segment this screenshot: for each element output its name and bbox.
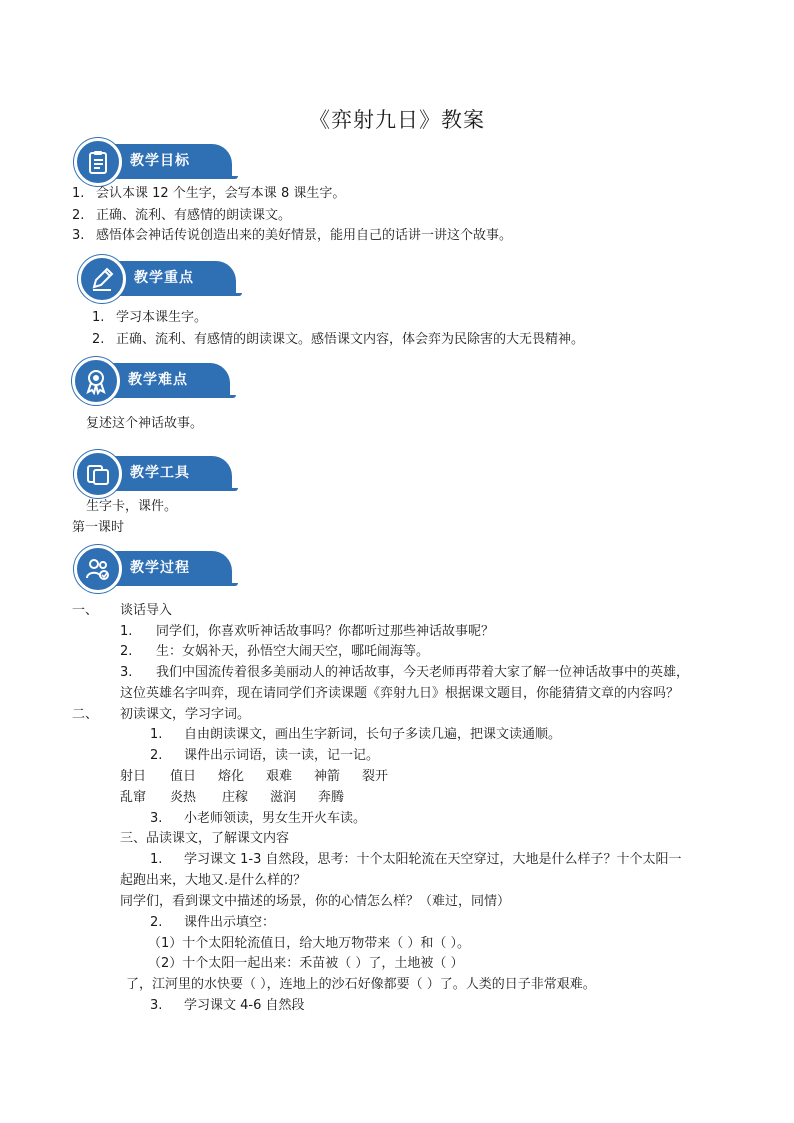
people-icon	[74, 545, 122, 593]
paragraph-continuation: 起跑出来，大地又.是什么样的？	[120, 873, 307, 888]
list-item: 2. 生：女娲补天，孙悟空大闹天空，哪吒闹海等。	[120, 644, 430, 659]
word: 奔腾	[318, 790, 345, 805]
section-badge-goals	[74, 138, 254, 178]
section-badge-key	[78, 255, 258, 295]
list-item: 3. 小老师领读，男女生开火车读。	[150, 811, 367, 826]
difficulty-text: 复述这个神话故事。	[86, 416, 204, 431]
clipboard-icon	[74, 138, 122, 186]
list-item: 2. 正确、流利、有感情的朗读课文。	[72, 208, 292, 223]
list-item: 3. 我们中国流传着很多美丽动人的神话故事，今天老师再带着大家了解一位神话故事中的英雄，	[120, 665, 690, 680]
list-item: 1. 自由朗读课文，画出生字新词，长句子多读几遍，把课文读通顺。	[150, 727, 562, 742]
pencil-icon	[78, 255, 126, 303]
tools-text: 生字卡，课件。	[86, 499, 178, 514]
list-item: 1. 会认本课 12 个生字，会写本课 8 课生字。	[72, 186, 346, 201]
section-label-difficulty: 教学难点	[128, 372, 188, 388]
word: 裂开	[362, 769, 389, 784]
list-item: 1. 学习本课生字。	[92, 310, 208, 325]
word-row	[120, 765, 410, 784]
section-label-goals: 教学目标	[130, 153, 190, 169]
list-item: 2. 课件出示词语，读一读，记一记。	[150, 748, 380, 763]
cards-icon	[74, 450, 122, 498]
fill-blank-line: （2）十个太阳一起出来：禾苗被（ ）了，土地被（ ）	[148, 956, 464, 971]
fill-blank-line: 了，江河里的水快要（ ），连地上的沙石好像都要（ ）了。人类的日子非常艰难。	[126, 977, 596, 992]
word: 艰难	[266, 769, 293, 784]
word-row	[120, 786, 366, 805]
word: 滋润	[270, 790, 297, 805]
list-item: 2. 课件出示填空：	[150, 915, 276, 930]
medal-icon	[72, 357, 120, 405]
page-title: 《弈射九日》教案	[309, 108, 485, 132]
fill-blank-line: （1）十个太阳轮流值日，给大地万物带来（ ）和（ ）。	[148, 936, 471, 951]
section-heading: 三、品读课文，了解课文内容	[120, 831, 290, 846]
list-item: 3. 学习课文 4-6 自然段	[150, 998, 305, 1013]
list-item: 1. 学习课文 1-3 自然段，思考：十个太阳轮流在天空穿过，大地是什么样子？十个太阳一	[150, 852, 682, 867]
word: 熔化	[218, 769, 245, 784]
section-label-process: 教学过程	[130, 560, 190, 576]
section-badge-tools	[74, 450, 254, 490]
section-badge-process	[74, 545, 254, 585]
list-item: 2. 正确、流利、有感情的朗读课文。感悟课文内容，体会弈为民除害的大无畏精神。	[92, 332, 585, 347]
word: 乱窜	[120, 790, 147, 805]
list-item: 1. 同学们，你喜欢听神话故事吗？你都听过那些神话故事呢？	[120, 624, 495, 639]
word: 庄稼	[222, 790, 249, 805]
word: 值日	[170, 769, 197, 784]
section-heading: 二、 初读课文，学习字词。	[72, 707, 251, 722]
section-label-tools: 教学工具	[130, 465, 190, 481]
paragraph-continuation: 这位英雄名字叫弈，现在请同学们齐读课题《弈射九日》根据课文题目，你能猜猜文章的内容吗？	[120, 686, 680, 701]
section-badge-difficulty	[72, 357, 252, 397]
section-heading: 一、 谈话导入	[72, 603, 173, 618]
word: 神箭	[314, 769, 341, 784]
list-item: 3. 感悟体会神话传说创造出来的美好情景，能用自己的话讲一讲这个故事。	[72, 228, 513, 243]
section-label-key: 教学重点	[134, 270, 194, 286]
paragraph: 同学们，看到课文中描述的场景，你的心情怎么样？（难过，同情）	[120, 894, 511, 909]
lesson-label: 第一课时	[72, 520, 125, 535]
word: 射日	[120, 769, 147, 784]
word: 炎热	[170, 790, 197, 805]
